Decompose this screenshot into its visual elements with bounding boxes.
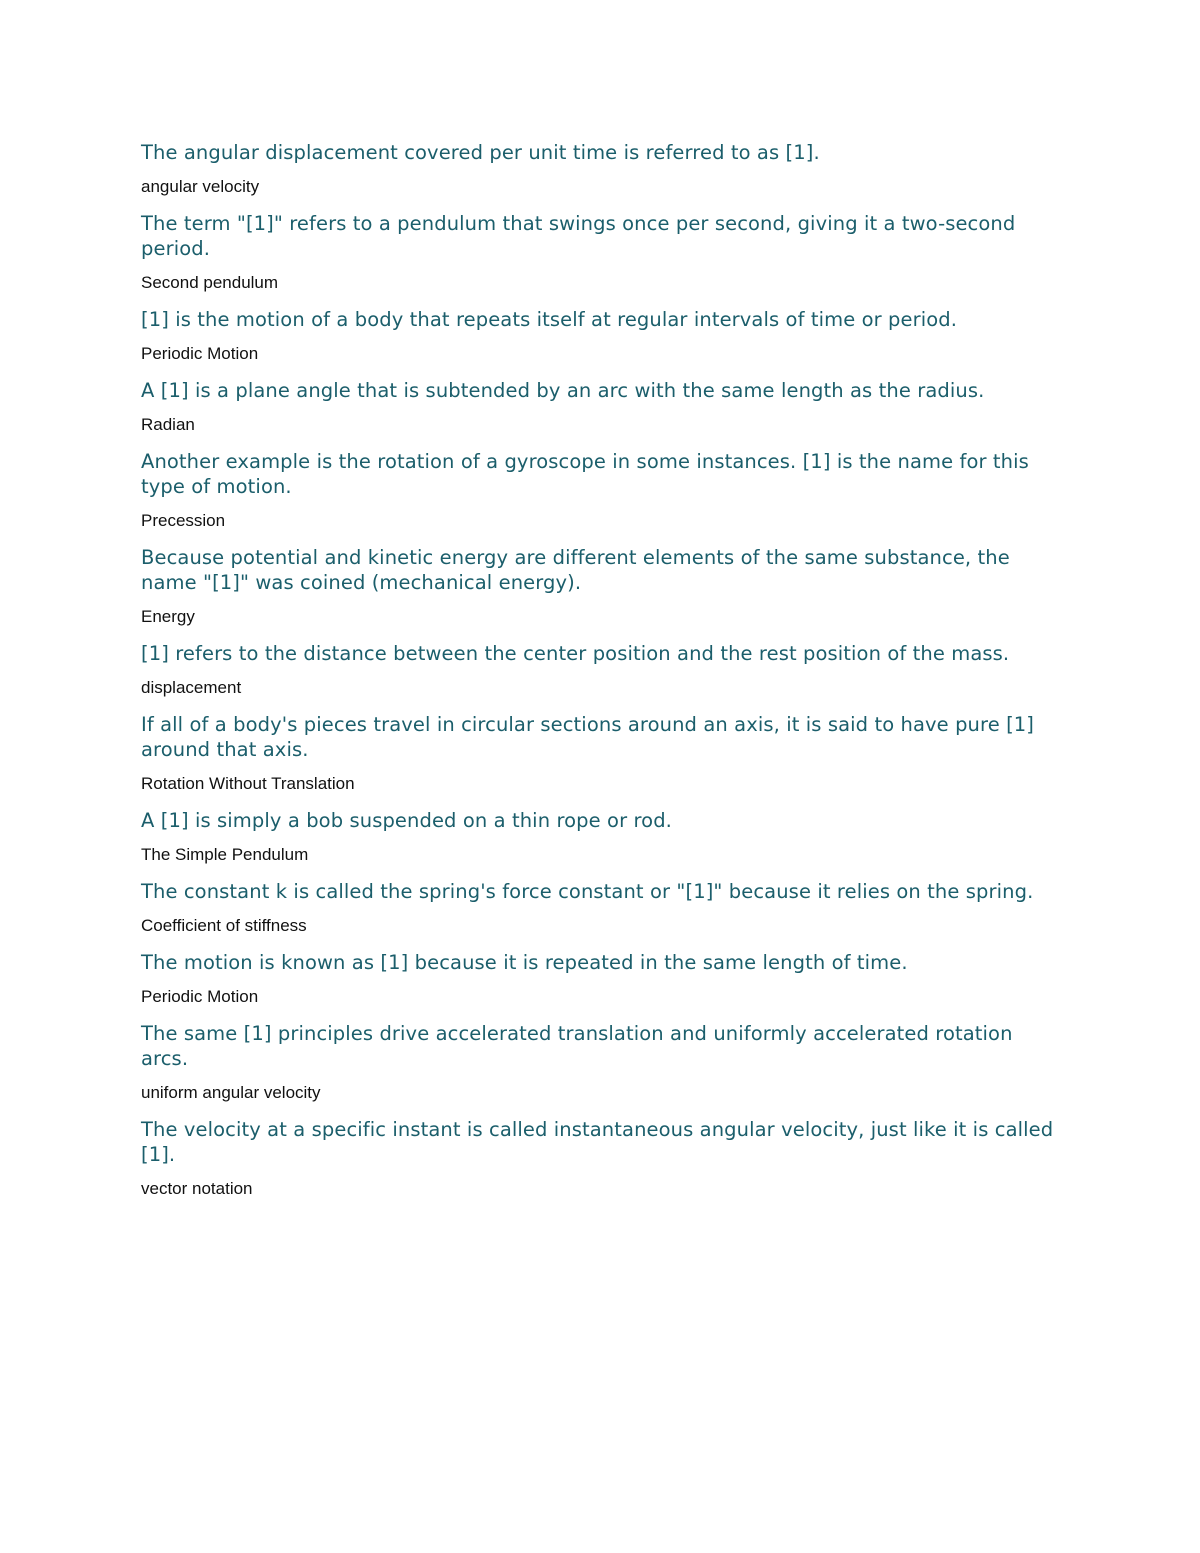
answer-text: uniform angular velocity: [141, 1083, 321, 1102]
answer-text: Rotation Without Translation: [141, 774, 355, 793]
answer-text: Second pendulum: [141, 273, 279, 292]
flashcard-item: [141, 211, 1061, 294]
question-text: Because potential and kinetic energy are different elements of the same substance, the name "[1]" was coined (mechanical energy).: [141, 546, 1010, 594]
flashcard-item: [141, 378, 1061, 436]
question-text: A [1] is simply a bob suspended on a thin rope or rod.: [141, 809, 672, 832]
answer-text: angular velocity: [141, 177, 260, 196]
question-text: The constant k is called the spring's force constant or "[1]" because it relies on the spring.: [141, 880, 1034, 903]
flashcard-item: [141, 950, 1061, 1008]
flashcard-item: [141, 879, 1061, 937]
question-text: [1] is the motion of a body that repeats itself at regular intervals of time or period.: [141, 308, 958, 331]
question-text: The velocity at a specific instant is called instantaneous angular velocity, just like it is called [1].: [141, 1118, 1054, 1166]
flashcard-item: [141, 545, 1061, 628]
flashcard-item: [141, 140, 1061, 198]
answer-text: vector notation: [141, 1179, 253, 1198]
answer-text: The Simple Pendulum: [141, 845, 309, 864]
flashcard-item: [141, 712, 1061, 795]
flashcard-item: [141, 1021, 1061, 1104]
flashcard-item: [141, 449, 1061, 532]
question-text: [1] refers to the distance between the center position and the rest position of the mass.: [141, 642, 1010, 665]
flashcard-item: [141, 808, 1061, 866]
flashcard-item: [141, 307, 1061, 365]
question-text: The same [1] principles drive accelerated translation and uniformly accelerated rotation arcs.: [141, 1022, 1013, 1070]
flashcard-item: [141, 1117, 1061, 1200]
question-text: A [1] is a plane angle that is subtended by an arc with the same length as the radius.: [141, 379, 985, 402]
answer-text: Radian: [141, 415, 195, 434]
flashcard-list: [141, 140, 1061, 1213]
question-text: Another example is the rotation of a gyroscope in some instances. [1] is the name for this type of motion.: [141, 450, 1029, 498]
answer-text: Periodic Motion: [141, 987, 259, 1006]
flashcard-item: [141, 641, 1061, 699]
question-text: If all of a body's pieces travel in circular sections around an axis, it is said to have pure [1] around that axis.: [141, 713, 1035, 761]
question-text: The angular displacement covered per unit time is referred to as [1].: [141, 141, 820, 164]
answer-text: Periodic Motion: [141, 344, 259, 363]
answer-text: Precession: [141, 511, 226, 530]
answer-text: Energy: [141, 607, 195, 626]
answer-text: displacement: [141, 678, 242, 697]
question-text: The term "[1]" refers to a pendulum that swings once per second, giving it a two-second period.: [141, 212, 1016, 260]
question-text: The motion is known as [1] because it is repeated in the same length of time.: [141, 951, 908, 974]
answer-text: Coefficient of stiffness: [141, 916, 307, 935]
